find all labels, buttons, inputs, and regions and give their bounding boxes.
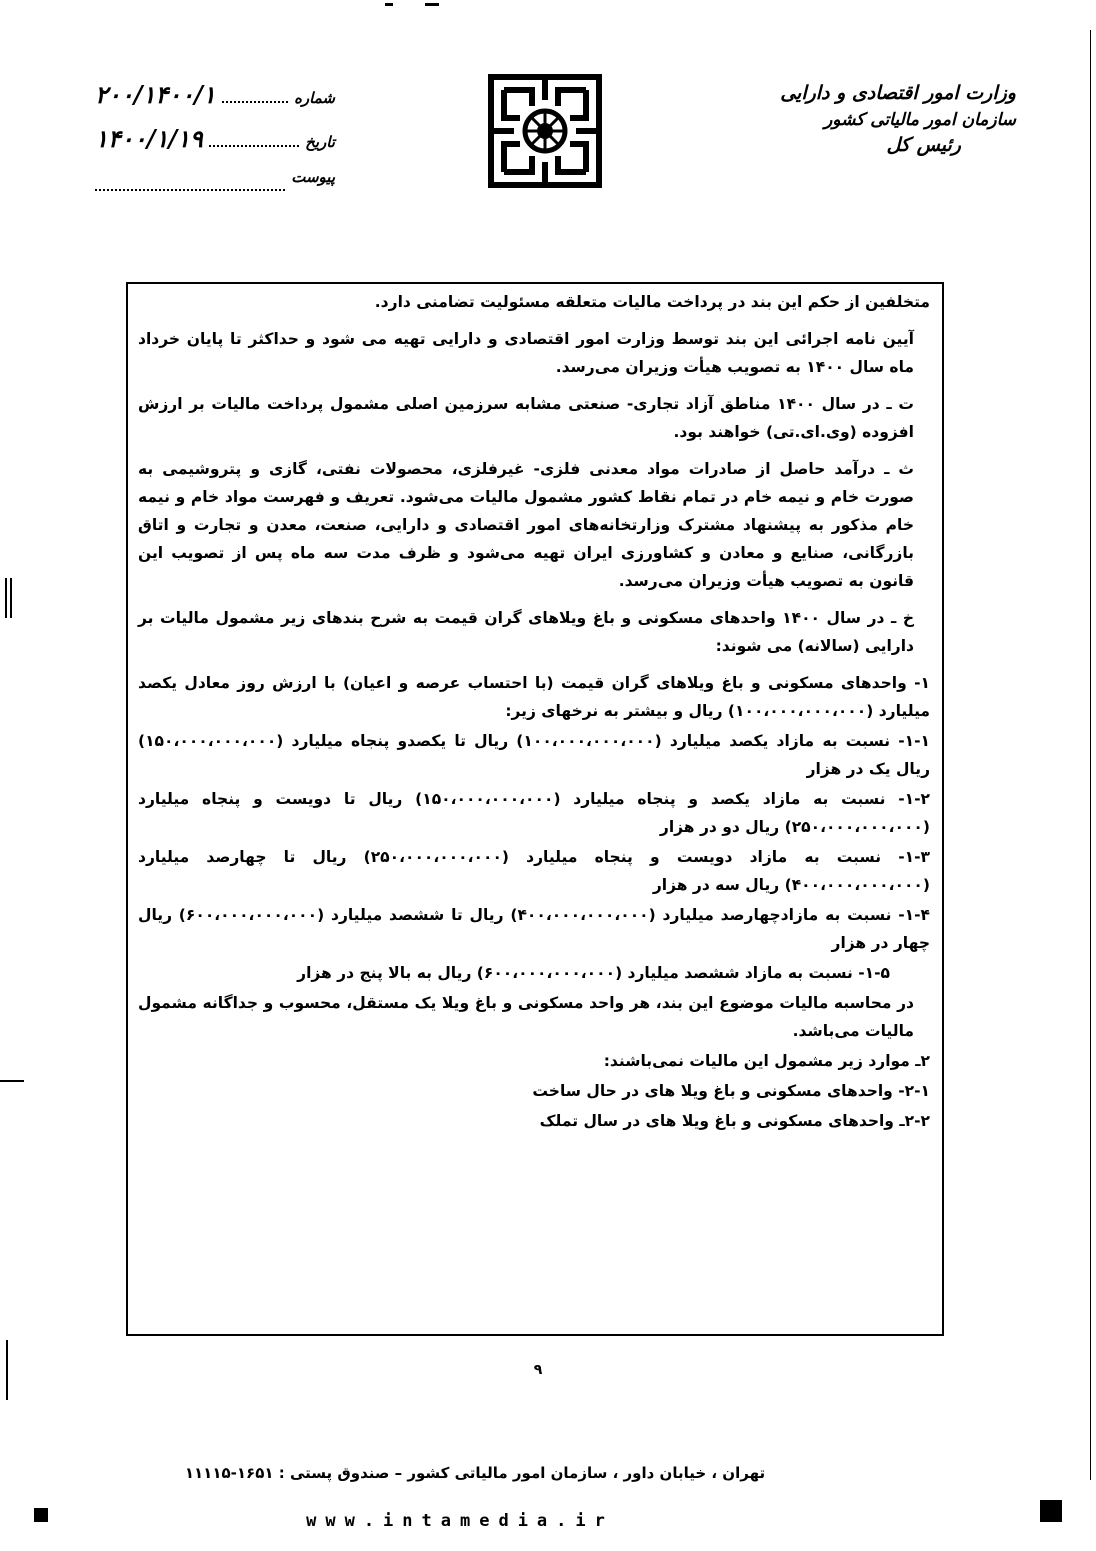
body-paragraph: ۱-۲- نسبت به مازاد یکصد و پنجاه میلیارد (۱۵۰،۰۰۰،۰۰۰،۰۰۰) ریال تا دویست و پنجاه میلیارد (۲۵۰،۰۰۰،۰۰۰،۰۰۰) ریال دو در هزار (138, 790, 930, 836)
date-label: تاریخ (305, 133, 335, 151)
dotted-line (209, 145, 299, 147)
scan-edge-left (5, 578, 7, 618)
body-paragraph: متخلفین از حکم این بند در پرداخت مالیات متعلقه مسئولیت تضامنی دارد. (374, 293, 930, 311)
attachment-label: پیوست (291, 168, 335, 186)
scan-mark-bottom-right (1040, 1500, 1062, 1522)
letter-number: ۲۰۰/۱۴۰۰/۱ (95, 80, 216, 109)
scan-mark-top (425, 3, 439, 6)
letter-body-frame (126, 282, 944, 1336)
scan-edge-right (1090, 30, 1091, 1480)
scan-mark-top (385, 3, 393, 6)
body-paragraph: ۱-۴- نسبت به مازادچهارصد میلیارد (۴۰۰،۰۰۰،۰۰۰،۰۰۰) ریال تا ششصد میلیارد (۶۰۰،۰۰۰،۰۰۰،۰۰۰) ریال چهار در هزار (138, 906, 931, 952)
letter-reference-block (95, 80, 335, 212)
dotted-line (95, 189, 285, 191)
body-paragraph: آیین نامه اجرائی این بند توسط وزارت امور اقتصادی و دارایی تهیه می شود و حداکثر تا پایان خرداد ماه سال ۱۴۰۰ به تصویب هیأت وزیران می‌رسد. (138, 330, 914, 376)
letter-body (138, 288, 930, 1137)
body-paragraph: ۱-۱- نسبت به مازاد یکصد میلیارد (۱۰۰،۰۰۰،۰۰۰،۰۰۰) ریال تا یکصدو پنجاه میلیارد (۱۵۰،۰۰۰،۰۰۰،۰۰۰) ریال یک در هزار (138, 732, 930, 778)
page-number: ۹ (533, 1362, 543, 1378)
footer-address: تهران ، خیابان داور ، سازمان امور مالیاتی کشور – صندوق پستی : ۱۶۵۱-۱۱۱۱۵ (184, 1464, 766, 1482)
body-paragraph: ۱- واحدهای مسکونی و باغ ویلاهای گران قیمت (با احتساب عرصه و اعیان) با ارزش روز معادل یکصد میلیارد (۱۰۰،۰۰۰،۰۰۰،۰۰۰) ریال و بیشتر به نرخهای زیر: (138, 674, 930, 720)
body-paragraph: ۲-۱- واحدهای مسکونی و باغ ویلا های در حال ساخت (532, 1082, 930, 1100)
ministry-header (756, 80, 1016, 160)
body-paragraph: خ ـ در سال ۱۴۰۰ واحدهای مسکونی و باغ ویلاهای گران قیمت به شرح بندهای زیر مشمول مالیات بر دارایی (سالانه) می شوند: (138, 609, 914, 655)
number-label: شماره (294, 89, 335, 107)
body-paragraph: ۲ـ موارد زیر مشمول این مالیات نمی‌باشند: (603, 1052, 930, 1070)
dotted-line (222, 101, 288, 103)
body-paragraph: ۲-۲ـ واحدهای مسکونی و باغ ویلا های در سال تملک (539, 1112, 930, 1130)
letter-number-row (95, 80, 335, 124)
scan-edge-left (0, 1080, 24, 1082)
organization-name: سازمان امور مالیاتی کشور (824, 109, 1016, 130)
scan-edge-left (10, 578, 12, 618)
website-link[interactable]: www.intamedia.ir (306, 1511, 614, 1531)
letter-date: ۱۴۰۰/۱/۱۹ (95, 124, 203, 153)
body-paragraph: ت ـ در سال ۱۴۰۰ مناطق آزاد تجاری- صنعتی مشابه سرزمین اصلی مشمول پرداخت مالیات بر ارزش افزوده (وی.ای.تی) خواهند بود. (138, 395, 914, 441)
ministry-name: وزارت امور اقتصادی و دارایی (780, 82, 1016, 104)
tax-organization-emblem-icon (486, 72, 604, 190)
body-paragraph: ۱-۵- نسبت به مازاد ششصد میلیارد (۶۰۰،۰۰۰،۰۰۰،۰۰۰) ریال به بالا پنج در هزار (297, 964, 890, 982)
attachment-row (95, 168, 335, 212)
body-paragraph: ث ـ درآمد حاصل از صادرات مواد معدنی فلزی- غیرفلزی، محصولات نفتی، گازی و پتروشیمی به صورت خام و نیمه خام در تمام نقاط کشور مشمول مالیات می‌شود. تعریف و فهرست مواد خام و نیمه خام مذکور به پیشنهاد مشترک وزارتخانه‌های امور اقتصادی و دارایی، صنعت، معدن و تجارت و اتاق بازرگانی، صنایع و معادن و کشاورزی ایران تهیه می‌شود و ظرف مدت سه ماه پس از تصویب این قانون به تصویب هیأت وزیران می‌رسد. (138, 460, 914, 590)
signatory-title: رئیس کل (886, 134, 961, 157)
body-paragraph: در محاسبه مالیات موضوع این بند، هر واحد مسکونی و باغ ویلا یک مستقل، محسوب و جداگانه مشمول مالیات می‌باشد. (138, 994, 914, 1040)
body-paragraph: ۱-۳- نسبت به مازاد دویست و پنجاه میلیارد (۲۵۰،۰۰۰،۰۰۰،۰۰۰) ریال تا چهارصد میلیارد (۴۰۰،۰۰۰،۰۰۰،۰۰۰) ریال سه در هزار (138, 848, 930, 894)
letter-date-row (95, 124, 335, 168)
